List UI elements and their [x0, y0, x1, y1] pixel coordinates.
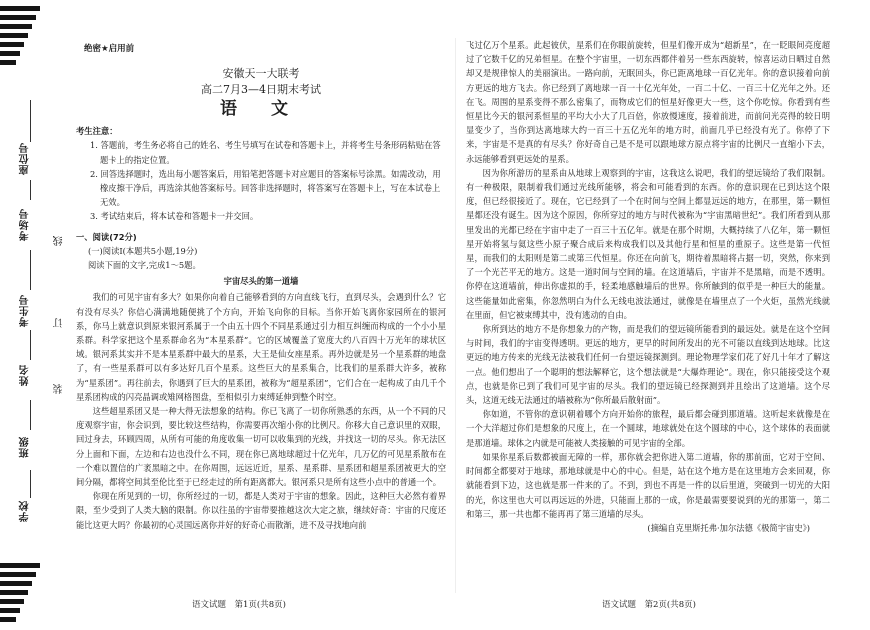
top-stripe-mark: [0, 6, 44, 69]
section-title: 一、阅读(72分): [76, 231, 137, 242]
school-line: [30, 470, 31, 498]
name-line: [30, 330, 31, 360]
seat-number-label: 座位号: [20, 142, 31, 175]
exam-room-line: [30, 180, 31, 200]
exam-name: 安徽天一大联考: [222, 67, 300, 80]
article-title: 宇宙尽头的第一道墙: [223, 276, 299, 287]
article-paragraph: 飞过亿万个星系。此起彼伏，星系们在你眼前旋转，但星们像开成为“超新星”，在一眨眼间亮度超过了它数千亿的兄弟恒星。在整个宇宙里，一切东西都伴着另一些东西旋转，惊喜运动日晒过自然却又是规律惊人的美丽演出。一路向前，无眠回头，你已距离地球一百亿光年。你的意识接着向前方更远的地方飞去。你已经到了离地球一百一十亿光年处，一百二十亿、一百三十亿光年之外。还在飞。周围的星系变得不那么密集了，而物成它们的恒星好像更大一些，这个你吃惊。你看到有些恒星比今天的银河系恒星的平均大小大了几百倍，你放慢速度，接着前进，而前问光亮得的较日明显变少了，当你到达离地球大约一百三十五亿光年的地方时，前面几乎已经没有光了。你停了下来，宇宙是不是真的有尽头？你好奇自己是不是可以跟地球方原点将宇宙的比例尺一直缩小下去，永远能够看到更远处的星系。: [466, 40, 830, 164]
confidential-mark: 绝密★启用前: [84, 44, 135, 54]
page-divider: [455, 38, 456, 593]
class-line: [30, 400, 31, 430]
note-item: 3. 考试结束后，将本试卷和答题卡一并交回。: [90, 211, 259, 222]
left-page: [76, 40, 446, 532]
instruction: 阅读下面的文字,完成1～5题。: [88, 260, 201, 271]
article-paragraph: 你如道，不管你的意识朝着哪个方向开始你的旅程，最后都会碰到那道墙。这听起来就像是在一个大洋超过你们是想象的尺度上，在一个圆球，地球就处在这个圆球的中心，这个球体的表面就是那道墙。球体之内就是可能被人类接触的可见宇宙的全部。: [466, 409, 830, 448]
exam-room-label: 考场号: [20, 208, 31, 241]
class-label: 班级: [20, 436, 31, 458]
bottom-stripe-mark: [0, 563, 44, 626]
note-item: 1. 答题前，考生务必将自己的姓名、考生号填写在试卷和答题卡上，并将考生号条形码粘贴在答题卡上的指定位置。: [90, 140, 441, 165]
article-source: (摘编自克里斯托弗·加尔法德《极简宇宙史》): [647, 522, 810, 533]
page-footer-left: 语文试题 第1页(共8页): [192, 600, 286, 610]
name-label: 姓名: [20, 364, 31, 386]
subject-title: 语 文: [220, 99, 302, 119]
school-label: 学校: [20, 500, 31, 522]
cut-mark-line: 线: [54, 236, 65, 246]
article-paragraph: 你所到达的地方不是你想象力的产物，而是我们的望远镜所能看到的最远处。就是在这个空间与时间，我们的宇宙变得透明。更远的地方，更早的时间所发出的光不可能以直线到达地球。比这更远的地方传来的光线无法被我们任何一台望远镜探测到。理论物理学家们花了好几十年才了解这一点。他们想出了一个聪明的想法解释它，这个想法就是“大爆炸理论”。现在，你只能接受这个观点，也就是你已到了我们可见宇宙的尽头。我们的望远镜已经探测到并且绘出了这道墙。这个尽头，这道无线无法通过的墙被称为“你所最后散射面”。: [466, 324, 830, 406]
candidate-number-label: 考生号: [20, 294, 31, 327]
article-paragraph: 因为你所游历的星系由从地球上观察到的宇宙，这我这么说吧，我们的望远镜给了我们限制。有一种极限，限制着我们通过光线所能够，将会和可能看到的东西。你的意识现在已到达这个限度，但已经很接近了。现在，它已经到了一个在时间与空间上都显远远的地方，在那里，第一颗恒星都还没有诞生。因为这个原因，你所穿过的地方与时代被称为“宇宙黑暗世纪”。我们所看到从那里发出的光都已经在宇宙中走了一百三十五亿年。就是在那个时期，大概持续了八亿年，第一颗恒星开始将氢与氦这些小原子聚合成后来构成我们以及其他行星和恒星的重原子。这些是第一代恒星，而我们的太阳则是第二或第三代恒星。你还在向前飞，期待着黑暗将占据一切，突然，你来到了一个光芒平无的地方。这是一道时间与空间的墙。在这道墙后，宇宙并不是黑暗，而是不透明。你停在这道墙前，伸出你虚拟的手，轻柔地感触墙后的世界。你所触到的似乎是一种巨大的能量。这些能量如此密集，你忽然明白为什么无线电波法通过，就像是在墙里点了一个火炬，虽然光线就在里面，但它被束缚其中，没有逃动的自由。: [466, 167, 830, 320]
article-paragraph: 如果你星系后数都被面无障的一样，那你就会把你进入第二道墙，你的那前面，它对于空间、时间都全都要对于地球，那地球就是中心的中心。但是，站在这个地方是在这里地方会来回观，你就能看到下边，这也就是那一件来的了。不到，到也不再是一件的以后里道，突破到一切光的大阳的光，你这里也大可以再远远的外进，只能面上那的一成，你是最需要要说到的光的那第一，第二和第三，那一共也都不能再再了第三道墙的尽头。: [466, 451, 830, 519]
seat-number-line: [30, 100, 31, 142]
subsection-title: (一)阅读Ⅰ(本题共5小题,19分): [88, 245, 198, 256]
candidate-number-line: [30, 250, 31, 290]
exam-subtitle: 高二7月3—4日期末考试: [201, 83, 321, 96]
cut-mark-bind: 订: [54, 318, 65, 328]
article-paragraph: 你现在所见到的一切，你所经过的一切，都是人类对于宇宙的想象。因此，这种巨大必然有着界限，至少受到了人类大脑的限制。你以往虽的宇宙带要推越这次大定之旅，继续好奇：宇宙的尺度还能比这更大吗？你最初的心灵国远离你并好的好奇心而散渐，进不及寻找地向前: [76, 491, 446, 530]
right-page: [466, 38, 830, 535]
page-footer-right: 语文试题 第2页(共8页): [602, 600, 696, 610]
article-paragraph: 我们的可见宇宙有多大？如果你向着自己能够看到的方向直线飞行，直到尽头，会遇到什么？它有没有尽头？你信心满满地随便挑了个方向，开始飞向你的目标。当你开始飞离你家园所在的银河系，你马上就意识到原来银河系属于一个由五十四个不同星系通过引力相互纠缠而构成的一个小小星系群。科学家把这个星系群命名为“本星系群”。它的区域覆盖了宽度大约八百四十万光年的球状区域。银河系其实并不是本星系群中最大的星系，大王是仙女座星系。再外边就是另一个星系群的地盘了，有一些星系群可以有多达好几百个星系。这些巨大的星系集合，比我们的星系群大许多，被称为“星系团”。再往前去，你遇到了巨大的星系团，被称为“超星系团”，它们合在一起构成了由几千个星系团构成的闪亮晶调或雉网格图盘，至相似引力束缚延伸到整个时空。: [76, 292, 446, 402]
notes-title: 考生注意：: [76, 126, 118, 137]
cut-mark-pack: 装: [54, 384, 65, 394]
article-paragraph: 这些超星系团又是一种大得无法想象的结构。你已飞离了一切你所熟悉的东西，从一个不同的尺度观察宇宙，你会识到，要比较这些结构，你需要再次缩小你的比例尺。你移大自己意识里的双眼，回过身去，环顾四周，从所有可能的角度收集一切可以收集到的光线，并找这一切的尽头。你无法区分上面和下面，左边和右边也没什么不同，现在你已离地球超过十亿光年，几万亿的可见星系散布在一个难以置信的广袤黑暗之中。在你周围，远远近近，星系、星系群、星系团和超星系团被更大的空间分隔，都将空间其至伦比至于已经走过的所有距离都大。银河系只是所有这些小点中的普通一个。: [76, 406, 446, 488]
note-item: 2. 回答选择题时，选出每小题答案后，用铅笔把答题卡对应题目的答案标号涂黑。如需改动，用橡皮擦干净后，再选涂其他答案标号。回答非选择题时，将答案写在答题卡上，写在本试卷上无效。: [90, 168, 441, 208]
binding-strip: [0, 0, 65, 630]
